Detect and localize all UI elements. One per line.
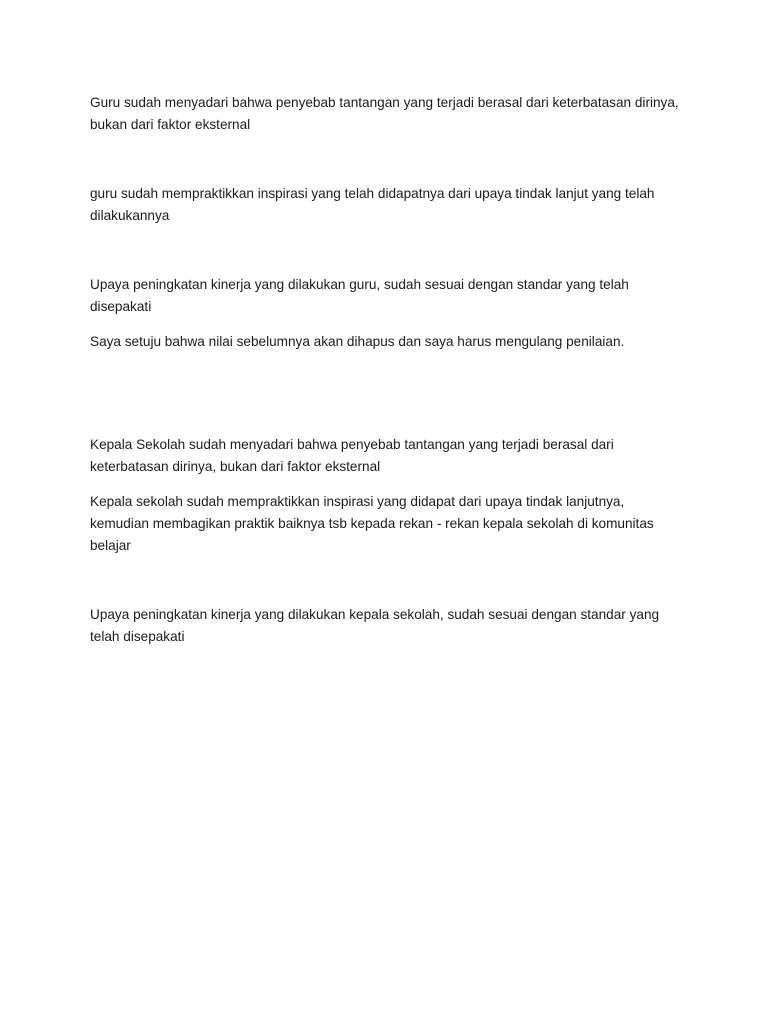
paragraph-principal-practice: Kepala sekolah sudah mempraktikkan inspirasi yang didapat dari upaya tindak lanjutnya, kemudian membagikan praktik baiknya tsb kepada rekan - rekan kepala sekolah di komunitas belajar <box>90 494 654 553</box>
paragraph-agreement: Saya setuju bahwa nilai sebelumnya akan dihapus dan saya harus mengulang penilaian. <box>90 334 625 349</box>
paragraph-principal-performance: Upaya peningkatan kinerja yang dilakukan kepala sekolah, sudah sesuai dengan standar yang telah disepakati <box>90 607 660 644</box>
paragraph-guru-awareness: Guru sudah menyadari bahwa penyebab tantangan yang terjadi berasal dari keterbatasan dirinya, bukan dari faktor eksternal <box>90 95 679 132</box>
paragraph-guru-practice: guru sudah mempraktikkan inspirasi yang telah didapatnya dari upaya tindak lanjut yang telah dilakukannya <box>90 186 655 223</box>
paragraph-principal-awareness: Kepala Sekolah sudah menyadari bahwa penyebab tantangan yang terjadi berasal dari keterbatasan dirinya, bukan dari faktor eksternal <box>90 437 614 474</box>
paragraph-guru-performance: Upaya peningkatan kinerja yang dilakukan guru, sudah sesuai dengan standar yang telah disepakati <box>90 277 629 314</box>
